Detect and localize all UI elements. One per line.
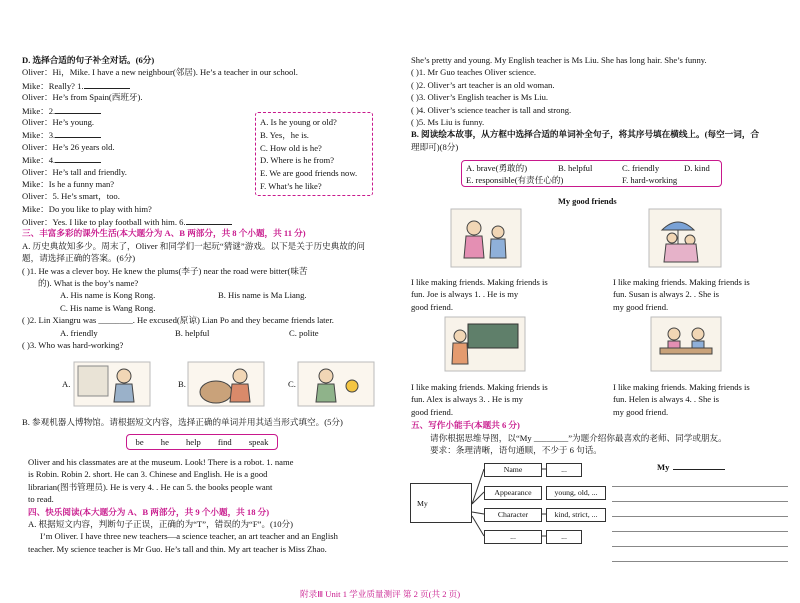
q2-option-c[interactable]: C. polite — [289, 327, 319, 338]
story-picture-alex — [444, 316, 526, 372]
story-text-3 — [411, 381, 548, 418]
mind-map-center — [410, 483, 472, 523]
section-4a-heading: A. 根据短文内容，判断句子正误，正确的为“T”，错误的为“F”。(10分) — [28, 518, 293, 529]
q2-option-a[interactable]: A. friendly — [60, 327, 98, 338]
passage-4-continued: She’s pretty and young. My English teacher is Ms Liu. She has long hair. She’s funny. — [411, 55, 707, 65]
mind-map-center-label: My — [417, 499, 428, 508]
q3-picture-c — [296, 358, 376, 408]
q3-picture-a — [72, 358, 152, 408]
section-5-title: 五、写作小能手(本题共 6 分) — [411, 420, 520, 430]
q1-option-b[interactable]: B. His name is Ma Liang. — [218, 290, 307, 301]
box-word-f: F. hard-working — [622, 175, 678, 185]
passage-b-line: Oliver and his classmates are at the museum. Look! There is a robot. 1. name — [28, 457, 294, 467]
q3-label-c[interactable]: C. — [288, 379, 296, 389]
story-line: I like making friends. Making friends is — [411, 277, 548, 287]
q3-stem: ( )3. Who was hard-working? — [22, 339, 124, 350]
story-line: my good friend. — [613, 301, 669, 312]
section-4-title: 四、快乐阅读(本大题分为 A、B 两部分，共 9 个小题，共 18 分) — [28, 506, 270, 517]
dialogue-options-box — [255, 112, 373, 196]
mind-leaf-more: ... — [546, 530, 582, 544]
passage-b-line: librarian(图书管理员). He is very 4. . He can 5. the books people want — [28, 481, 273, 492]
q2-options — [22, 327, 392, 339]
tf-question-5[interactable]: ( )5. Ms Liu is funny. — [411, 116, 485, 127]
essay-title-label: My — [657, 462, 670, 472]
q3-picture-b — [186, 358, 266, 408]
option-b: B. Yes，he is. — [260, 129, 309, 140]
writing-line[interactable] — [612, 531, 788, 532]
answer-blank[interactable] — [55, 128, 101, 138]
passage-4-line: teacher. My science teacher is Mr Guo. He’s tall and thin. My art teacher is Miss Zhao. — [28, 543, 327, 554]
box-word-c: C. friendly — [622, 163, 660, 173]
writing-line[interactable] — [612, 516, 788, 517]
word-1: he — [160, 437, 169, 447]
story-title: My good friends — [558, 197, 617, 206]
section-d-heading: D. 选择合适的句子补全对话。(6分) — [22, 55, 155, 65]
section-5-instruction-2: 要求：条理清晰，语句通顺，不少于 6 句话。 — [430, 445, 602, 455]
option-a: A. Is he young or old? — [260, 117, 337, 127]
section-3a-heading-2: 题，请选择正确的答案。(6分) — [22, 253, 136, 264]
story-word-box — [461, 160, 722, 187]
tf-question-4[interactable]: ( )4. Oliver’s science teacher is tall and strong. — [411, 104, 572, 115]
q2-option-b[interactable]: B. helpful — [175, 327, 210, 338]
q1-stem-2: 的). What is the boy’s name? — [38, 278, 139, 289]
dialogue-line-4: Oliver：He’s young. — [22, 116, 95, 127]
mind-node-character: Character — [484, 508, 542, 522]
story-picture-joe — [450, 208, 522, 268]
q1-option-a[interactable]: A. His name is Kong Rong. — [60, 290, 156, 301]
dialogue-line-6: Oliver：He’s 26 years old. — [22, 141, 115, 152]
option-c: C. How old is he? — [260, 142, 322, 153]
dialogue-line-10: Oliver：5. He’s smart，too. — [22, 191, 120, 202]
dialogue-line-2: Oliver：He’s from Spain(西班牙). — [22, 92, 143, 103]
option-e: E. We are good friends now. — [260, 168, 358, 179]
box-word-b: B. helpful — [558, 163, 593, 173]
mind-node-name: Name — [484, 463, 542, 477]
story-picture-helen — [650, 316, 722, 372]
story-line: fun. Alex is always 3. . He is my — [411, 394, 523, 405]
section-3-title: 三、丰富多彩的课外生活(本大题分为 A、B 两部分，共 8 个小题，共 11 分) — [22, 228, 306, 239]
section-3a-heading-1: A. 历史典故知多少。周末了，Oliver 和同学们一起玩“猜谜”游戏。以下是关于历史典故的问 — [22, 240, 366, 251]
mind-leaf-appearance: young, old, ... — [546, 486, 606, 500]
word-0: be — [135, 437, 144, 447]
story-line: good friend. — [411, 301, 454, 312]
essay-title-blank[interactable] — [673, 460, 725, 470]
section-5-instruction-1: 请你根据思维导图，以“My ________”为题介绍你最喜欢的老师、同学或朋友。 — [430, 433, 727, 443]
dialogue-line-11: Mike：Do you like to play with him? — [22, 203, 152, 214]
story-line: fun. Susan is always 2. . She is — [613, 289, 719, 300]
section-4b-heading-2: 理即可)(8分) — [411, 141, 459, 152]
mind-node-more: ... — [484, 530, 542, 544]
dialogue-line-1: Mike：Really? 1. — [22, 79, 392, 91]
story-picture-susan — [648, 208, 722, 268]
passage-b-line: is Robin. Robin 2. short. He can 3. Chinese and English. He is a good — [28, 469, 268, 480]
q2-stem: ( )2. Lin Xiangru was ________. He excused(原谅) Lian Po and they became friends later. — [22, 315, 334, 326]
answer-blank[interactable] — [84, 79, 130, 89]
mind-node-appearance: Appearance — [484, 486, 542, 500]
story-line: my good friend. — [613, 406, 669, 417]
passage-b — [28, 456, 380, 555]
tf-question-2[interactable]: ( )2. Oliver’s art teacher is an old woman. — [411, 79, 555, 90]
story-line: fun. Helen is always 4. . She is — [613, 394, 719, 405]
story-line: good friend. — [411, 406, 454, 417]
mind-leaf-character: kind, strict, ... — [546, 508, 606, 522]
word-3: find — [217, 437, 232, 447]
tf-question-1[interactable]: ( )1. Mr Guo teaches Oliver science. — [411, 67, 537, 78]
answer-blank[interactable] — [186, 215, 232, 225]
q1-option-c[interactable]: C. His name is Wang Rong. — [60, 302, 156, 313]
option-f: F. What’s he like? — [260, 180, 322, 191]
dialogue-line-12: Oliver：Yes. I like to play football with him. 6. — [22, 215, 392, 227]
story-line: I like making friends. Making friends is — [613, 277, 750, 287]
story-line: I like making friends. Making friends is — [411, 382, 548, 392]
story-text-1 — [411, 276, 548, 313]
writing-line[interactable] — [612, 546, 788, 547]
dialogue-line-3: Mike：2. — [22, 104, 392, 116]
passage-4-line: I’m Oliver. I have three new teachers—a science teacher, an art teacher and an English — [40, 531, 338, 542]
option-d: D. Where is he from? — [260, 155, 335, 166]
dialogue-line-9: Mike：Is he a funny man? — [22, 178, 115, 189]
passage-b-line: to read. — [28, 494, 54, 505]
dialogue-line-5: Mike：3. — [22, 128, 392, 140]
box-word-e: E. responsible(有责任心的) — [466, 175, 564, 185]
story-text-4 — [613, 381, 750, 418]
word-4: speak — [248, 437, 269, 447]
story-line: I like making friends. Making friends is — [613, 382, 750, 392]
writing-line[interactable] — [612, 501, 788, 502]
mind-leaf-name: ... — [546, 463, 582, 477]
dialogue-line-7: Mike：4. — [22, 153, 392, 165]
writing-line[interactable] — [612, 561, 788, 562]
dialogue-line-0: Oliver：Hi，Mike. I have a new neighbour(邻居). He’s a teacher in our school. — [22, 67, 298, 78]
q3-label-b[interactable]: B. — [178, 379, 186, 389]
word-bank — [126, 434, 278, 450]
right-column — [411, 54, 791, 153]
page-footer: 附录Ⅲ Unit 1 学业质量测评 第 2 页(共 2 页) — [300, 589, 461, 599]
tf-question-3[interactable]: ( )3. Oliver’s English teacher is Ms Liu. — [411, 92, 549, 103]
q1-options-ab — [22, 289, 392, 301]
answer-blank[interactable] — [55, 153, 101, 163]
left-column — [22, 54, 392, 351]
box-word-a: A. brave(勇敢的) — [466, 163, 528, 173]
dialogue-line-8: Oliver：He’s tall and friendly. — [22, 166, 127, 177]
q3-label-a[interactable]: A. — [62, 379, 71, 389]
story-text-2 — [613, 276, 750, 313]
story-line: fun. Joe is always 1. . He is my — [411, 289, 519, 300]
section-4b-heading-1: B. 阅读绘本故事，从方框中选择合适的单词补全句子，将其序号填在横线上。(每空一词，合 — [411, 129, 760, 140]
answer-blank[interactable] — [55, 104, 101, 114]
word-2: help — [185, 437, 201, 447]
writing-line[interactable] — [612, 486, 788, 487]
section-3b-heading: B. 参观机器人博物馆。请根据短文内容，选择正确的单词并用其适当形式填空。(5分) — [22, 417, 343, 427]
essay-title — [657, 460, 725, 473]
q1-stem: ( )1. He was a clever boy. He knew the plums(李子) near the road were bitter(味苦 — [22, 265, 308, 276]
box-word-d: D. kind — [684, 163, 710, 173]
